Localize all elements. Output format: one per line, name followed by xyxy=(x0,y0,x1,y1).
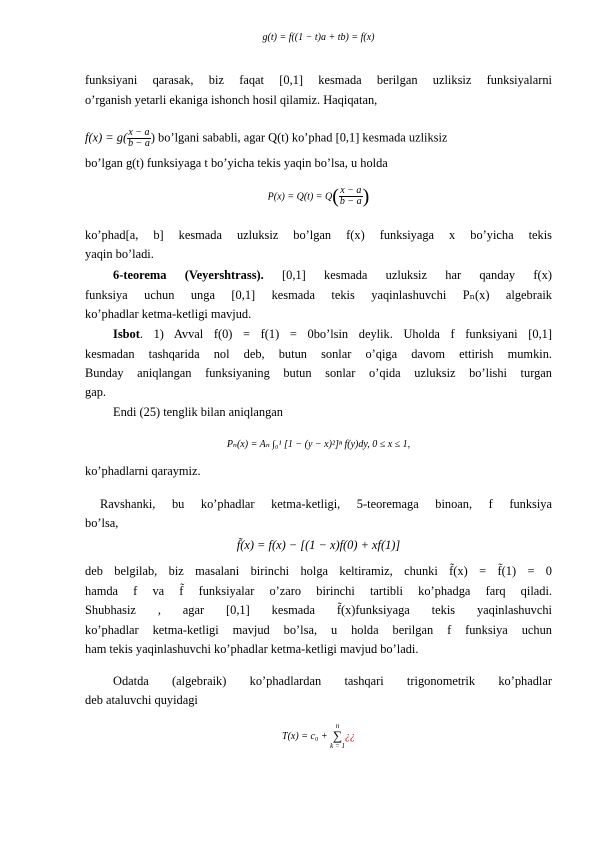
formula-left: T(x) = c₀ + xyxy=(282,730,331,742)
theorem-text: [0,1] kesmada uzluksiz har qanday f(x) xyxy=(282,268,552,282)
paragraph-line: deb belgilab, biz masalani birinchi holga keltiramiz, chunki f̃(x) = f̃(1) = 0 xyxy=(85,564,552,578)
paragraph-line: bo’lgan g(t) funksiyaga t bo’yicha tekis yaqin bo’lsa, u holda xyxy=(85,156,388,170)
paragraph-line: ko’phadlar ketma-ketligi mavjud bo’lsa, u holda berilgan f funksiya uchun xyxy=(85,623,552,637)
theorem-line: funksiya uchun unga [0,1] kesmada tekis yaqinlashuvchi Pₙ(x) algebraik xyxy=(85,288,552,302)
paragraph-line: yaqin bo’ladi. xyxy=(85,247,154,261)
theorem-title: 6-teorema (Veyershtrass). xyxy=(113,268,264,282)
proof-line xyxy=(113,327,552,342)
sum-sign: ∑ xyxy=(332,728,343,743)
paragraph-text: ) bo’lgani sababli, agar Q(t) ko’phad [0,1] kesmada uzliksiz xyxy=(150,130,448,145)
paragraph-line: deb ataluvchi quyidagi xyxy=(85,693,198,707)
formula-tail: ¿¿ xyxy=(344,730,355,742)
paragraph-line: hamda f va f̃ funksiyalar o’zaro birinchi tartibli ko’phadga farq qiladi. xyxy=(85,584,552,598)
sum-upper-limit: n xyxy=(335,722,340,730)
paren-open: ( xyxy=(332,185,339,208)
formula-g-t: g(t) = f((1 − t)a + tb) = f(x) xyxy=(262,32,375,43)
formula-p-x xyxy=(85,186,552,207)
fraction-numerator: x − a xyxy=(128,127,150,138)
paragraph-line xyxy=(85,128,552,149)
paragraph-line: bo’lsa, xyxy=(85,516,119,530)
fraction xyxy=(127,128,151,149)
fraction-denominator: b − a xyxy=(128,138,150,149)
paragraph-line: Odatda (algebraik) ko’phadlardan tashqari trigonometrik ko’phadlar xyxy=(113,674,552,688)
formula-trig-poly xyxy=(85,722,552,750)
inline-formula: f(x) = g( xyxy=(85,130,128,145)
proof-title: Isbot xyxy=(113,327,140,341)
sum-lower-limit: k = 1 xyxy=(330,742,345,750)
paragraph-line: o’rganish yetarli ekaniga ishonch hosil qilamiz. Haqiqatan, xyxy=(85,93,378,107)
fraction-denominator: b − a xyxy=(339,196,362,207)
paragraph-line: Ravshanki, bu ko’phadlar ketma-ketligi, 5-teoremaga binoan, f funksiya xyxy=(100,497,552,511)
proof-line: kesmadan tashqarida nol deb, butun sonlar o’qiga davom ettirish mumkin. xyxy=(85,347,552,361)
fraction-numerator: x − a xyxy=(340,185,362,196)
formula-f-tilde: f̃(x) = f(x) − [(1 − x)f(0) + xf(1)] xyxy=(236,538,401,552)
formula-pn-integral: Pₙ(x) = Aₙ ∫₀¹ [1 − (y − x)²]ⁿ f(y)dy, 0 ≤ x ≤ 1, xyxy=(226,439,411,450)
proof-line: gap. xyxy=(85,385,106,399)
formula-left: P(x) = Q(t) = Q xyxy=(267,191,333,203)
fraction xyxy=(339,186,363,207)
paragraph-line: Shubhasiz , agar [0,1] kesmada f̃(x)funksiyaga tekis yaqinlashuvchi xyxy=(85,603,552,617)
proof-line: Bunday aniqlangan funksiyaning butun sonlar o’qida uzluksiz bo’lishi turgan xyxy=(85,366,552,380)
paragraph-line: ham tekis yaqinlashuvchi ko’phadlar ketma-ketligi mavjud bo’ladi. xyxy=(85,642,419,656)
sum-block xyxy=(330,722,345,750)
paren-close: ) xyxy=(362,185,370,208)
theorem-line: ko’phadlar ketma-ketligi mavjud. xyxy=(85,307,252,321)
proof-line: Endi (25) tenglik bilan aniqlangan xyxy=(113,405,283,419)
proof-text: . 1) Avval f(0) = f(1) = 0bo’lsin deylik. Uholda f funksiyani [0,1] xyxy=(139,327,552,341)
theorem-line xyxy=(113,268,552,283)
paragraph-line: funksiyani qarasak, biz faqat [0,1] kesmada berilgan uzliksiz funksiyalarni xyxy=(85,73,552,87)
paragraph-line: ko’phad[a, b] kesmada uzluksiz bo’lgan f(x) funksiyaga x bo’yicha tekis xyxy=(85,228,552,242)
paragraph-line: ko’phadlarni qaraymiz. xyxy=(85,464,201,478)
